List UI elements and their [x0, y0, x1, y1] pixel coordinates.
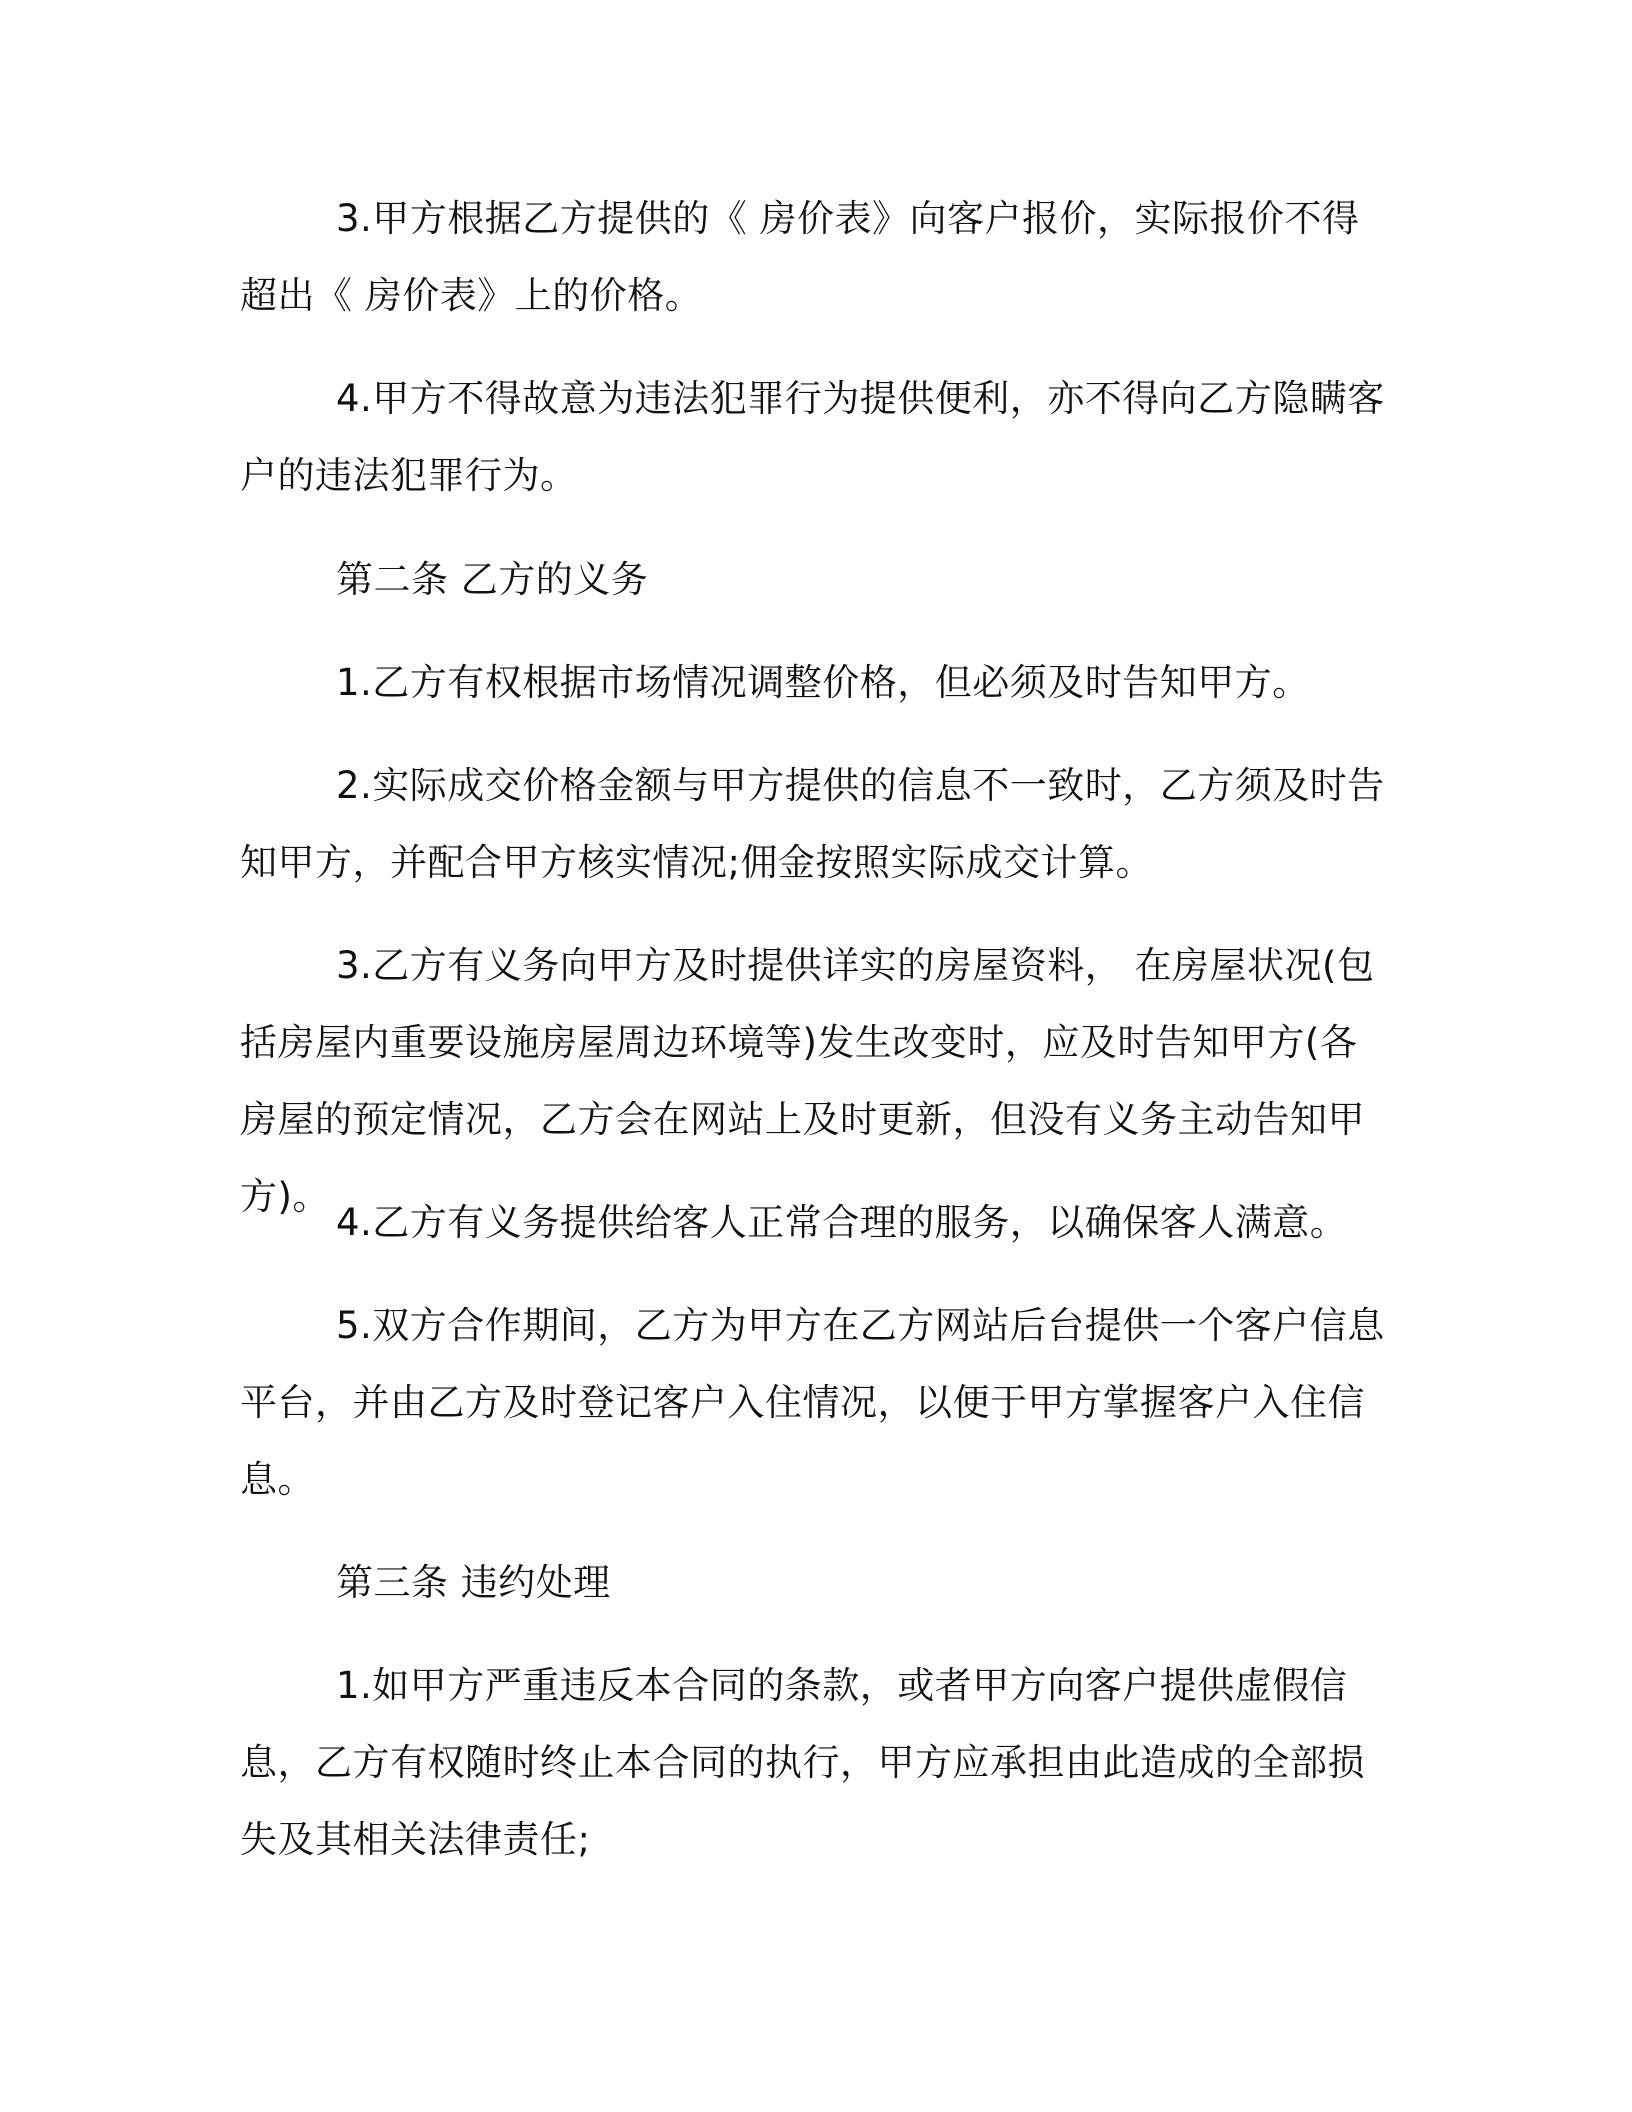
paragraph-party-b-4: 4.乙方有义务提供给客人正常合理的服务，以确保客人满意。: [336, 1201, 1348, 1244]
paragraph-breach-1: 1.如甲方严重违反本合同的条款，或者甲方向客户提供虚假信息，乙方有权随时终止本合同的执行，甲方应承担由此造成的全部损失及其相关法律责任;: [240, 1664, 1365, 1861]
paragraph-party-a-4: 4.甲方不得故意为违法犯罪行为提供便利，亦不得向乙方隐瞒客户的违法犯罪行为。: [240, 377, 1385, 497]
paragraph-party-b-2: 2.实际成交价格金额与甲方提供的信息不一致时，乙方须及时告知甲方，并配合甲方核实情况;佣金按照实际成交计算。: [240, 764, 1385, 884]
article-3-heading: 第三条 违约处理: [336, 1561, 611, 1604]
paragraph-party-a-3: 3.甲方根据乙方提供的《 房价表》向客户报价，实际报价不得超出《 房价表》上的价格。: [240, 197, 1360, 317]
article-2-heading: 第二条 乙方的义务: [336, 558, 649, 601]
paragraph-party-b-3: 3.乙方有义务向甲方及时提供详实的房屋资料， 在房屋状况(包括房屋内重要设施房屋周边环境等)发生改变时，应及时告知甲方(各房屋的预定情况，乙方会在网站上及时更新，但没有义务主动告知甲方)。: [240, 944, 1375, 1218]
paragraph-party-b-5: 5.双方合作期间，乙方为甲方在乙方网站后台提供一个客户信息平台，并由乙方及时登记客户入住情况，以便于甲方掌握客户入住信息。: [240, 1304, 1385, 1501]
paragraph-party-b-1: 1.乙方有权根据市场情况调整价格，但必须及时告知甲方。: [336, 661, 1310, 704]
